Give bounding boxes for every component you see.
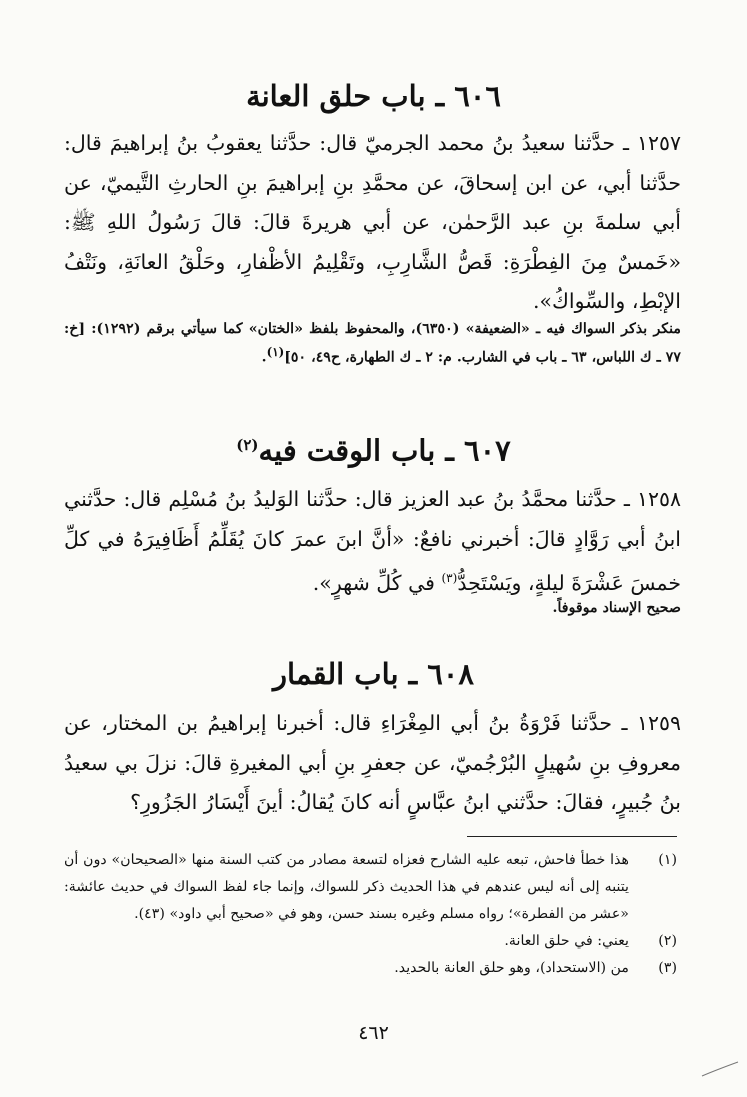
pen-stroke-mark: [700, 1058, 740, 1078]
heading-text: ٦٠٨ ـ باب القمار: [273, 657, 474, 691]
footnote-separator: [467, 836, 677, 837]
hadith-text: ١٢٥٨ ـ حدَّثنا محمَّدُ بنُ عبد العزيز قال: حدَّثنا الوَليدُ بنُ مُسْلِم قال: حدَّثني ابنُ أبي رَوَّادٍ قالَ: أخبرني نافعٌ: «أنَّ ابنَ عمرَ كانَ يُقَلِّمُ أَظَافِيرَهُ في كلِّ خمسَ عَشْرَةَ ليلةٍ، ويَسْتَحِدُّ: [64, 487, 681, 595]
hadith-1259: [64, 704, 681, 823]
footnote-number: (٣): [658, 960, 677, 976]
footnote-2: [64, 928, 681, 955]
footnote-3: [64, 955, 681, 982]
footnote-text: هذا خطأ فاحش، تبعه عليه الشارح فعزاه لتسعة مصادر من كتب السنة منها «الصحيحان» دون أن يتنبه إلى أنه ليس عندهم في هذا الحديث ذكر للسواك، وإنما جاء لفظ السواك في حديث عائشة: «عشر من الفطرة»؛ رواه مسلم وغيره بسند حسن، وهو في «صحيح أبي داود» (٤٣).: [64, 852, 629, 922]
hadith-text: ١٢٥٧ ـ حدَّثنا سعيدُ بنُ محمد الجرميّ قال: حدَّثنا يعقوبُ بنُ إبراهيمَ قال: حدَّثنا أبي، عن ابن إسحاقَ، عن محمَّدِ بنِ إبراهيمَ بنِ الحارثِ التَّيميّ، عن أبي سلمةَ بنِ عبد الرَّحمٰن، عن أبي هريرةَ قالَ: قالَ رَسُولُ اللهِ ﷺ: «خَمسٌ مِنَ الفِطْرَةِ: قَصُّ الشَّارِبِ، وتَقْلِيمُ الأظْفارِ، وحَلْقُ العانَةِ، ونَتْفُ الإبْطِ، والسِّواكُ».: [64, 131, 681, 313]
footnote-number: (١): [658, 852, 677, 868]
grading-1257: [64, 318, 681, 370]
grading-text: صحيح الإسناد موقوفاً.: [552, 600, 681, 616]
footnote-text: من (الاستحداد)، وهو حلق العانة بالحديد.: [394, 960, 629, 976]
chapter-heading-606: [0, 76, 747, 116]
heading-text: ٦٠٧ ـ باب الوقت فيه: [258, 433, 511, 468]
grading-1258: [64, 597, 681, 620]
footnote-ref: (٢): [236, 436, 259, 454]
heading-text: ٦٠٦ ـ باب حلق العانة: [246, 79, 501, 113]
footnote-number: (٢): [658, 933, 677, 949]
footnote-text: يعني: في حلق العانة.: [504, 933, 629, 949]
page-number: ٤٦٢: [358, 1022, 389, 1044]
footnote-ref: (١): [266, 345, 285, 359]
hadith-paragraph: [64, 480, 681, 603]
hadith-text: ١٢٥٩ ـ حدَّثنا فَرْوَةُ بنُ أبي المِغْرَاءِ قال: أخبرنا إبراهيمُ بن المختار، عن معروفِ بنِ سُهيلٍ البُرْجُميّ، عن جعفرِ بنِ أبي المغيرةِ قالَ: نزلَ بي سعيدُ بنُ جُبيرٍ، فقالَ: حدَّثني ابنُ عبَّاسٍ أنه كانَ يُقالُ: أينَ أَيْسَارُ الجَزُورِ؟: [64, 711, 681, 814]
footnotes: [64, 847, 681, 982]
chapter-heading-608: [0, 654, 747, 694]
footnote-1: [64, 847, 681, 928]
hadith-1257: [64, 124, 681, 322]
grading-paragraph: منكر بذكر السواك فيه ـ «الضعيفة» (٦٣٥٠)، والمحفوظ بلفظ «الختان» كما سيأتي برقم (١٢٩٢): [خ: ٧٧ ـ ك اللباس، ٦٣ ـ باب في الشارب. م: ٢ ـ ك الطهارة، ح٤٩، ٥٠]$^{(١)}$.: [64, 321, 681, 366]
grading-text: منكر بذكر السواك فيه ـ «الضعيفة» (٦٣٥٠)، والمحفوظ بلفظ «الختان» كما سيأتي برقم (١٢٩٢): [خ: ٧٧ ـ ك اللباس، ٦٣ ـ باب في الشارب. م: ٢ ـ ك الطهارة، ح٤٩، ٥٠]: [64, 321, 681, 366]
hadith-text-end: في كُلِّ شهرٍ».: [312, 570, 442, 595]
footnote-ref: (٣): [441, 571, 458, 585]
hadith-1258: [64, 480, 681, 603]
chapter-heading-607: [0, 425, 747, 471]
